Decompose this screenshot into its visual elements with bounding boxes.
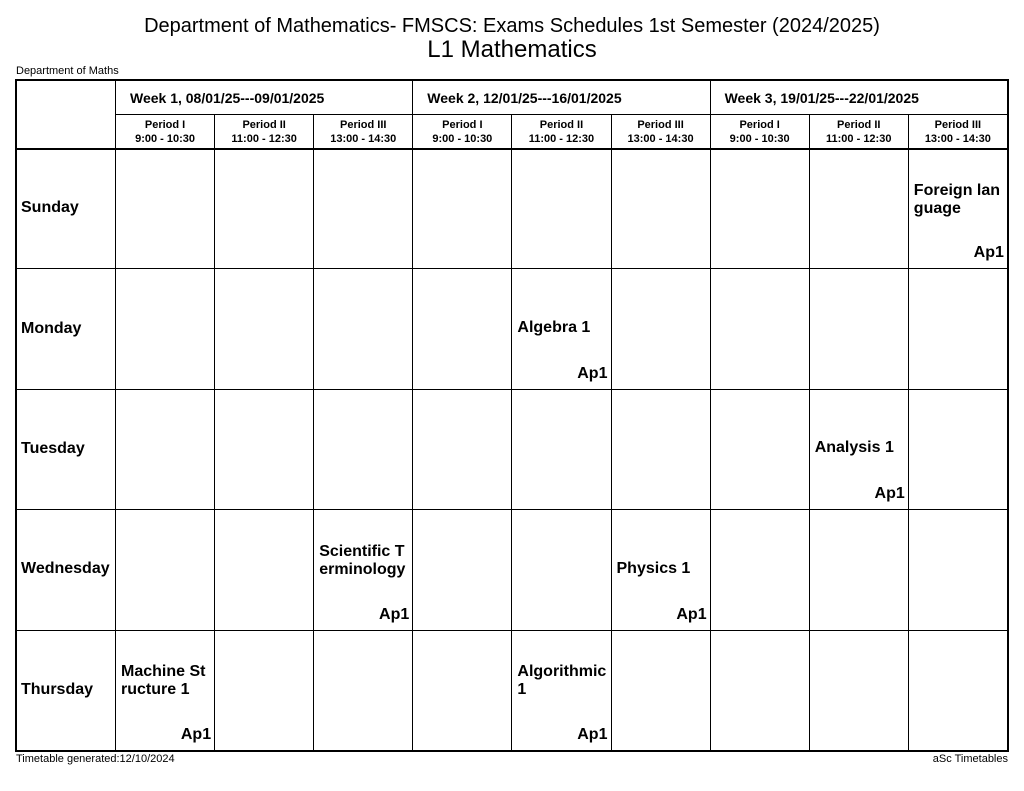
exam-room: Ap1 xyxy=(577,364,608,382)
period-header xyxy=(512,115,610,148)
period-time: 9:00 - 10:30 xyxy=(135,133,196,145)
period-time: 13:00 - 14:30 xyxy=(924,133,991,145)
exam-subject: Analysis 1 xyxy=(814,439,894,457)
exam-entry[interactable] xyxy=(512,269,610,388)
exam-room: Ap1 xyxy=(180,725,212,743)
exam-room: Ap1 xyxy=(577,725,608,743)
column-divider xyxy=(313,114,314,750)
period-time: 9:00 - 10:30 xyxy=(729,133,790,145)
exam-room: Ap1 xyxy=(973,244,1004,262)
period-name: Period I xyxy=(442,119,483,131)
period-name: Period III xyxy=(340,119,387,131)
exam-entry[interactable] xyxy=(314,510,412,629)
period-time: 11:00 - 12:30 xyxy=(826,133,892,145)
day-label: Thursday xyxy=(21,680,94,698)
period-time: 13:00 - 14:30 xyxy=(330,133,397,145)
exam-subject: Foreign language xyxy=(913,181,1001,217)
period-name: Period III xyxy=(637,119,684,131)
period-header xyxy=(612,115,710,148)
week-header: Week 3, 19/01/25---22/01/2025 xyxy=(724,90,919,106)
period-time: 11:00 - 12:30 xyxy=(231,133,297,145)
week-header: Week 1, 08/01/25---09/01/2025 xyxy=(130,90,325,106)
period-header xyxy=(215,115,313,148)
exam-subject: Machine Structure 1 xyxy=(121,663,206,699)
exam-subject: Algebra 1 xyxy=(517,318,591,336)
period-name: Period I xyxy=(144,119,186,131)
exam-entry[interactable] xyxy=(116,631,214,750)
period-name: Period II xyxy=(539,119,584,131)
exam-subject: Physics 1 xyxy=(616,559,691,577)
column-divider xyxy=(611,114,612,750)
exam-entry[interactable] xyxy=(810,390,908,509)
exam-room: Ap1 xyxy=(874,485,905,503)
day-label: Monday xyxy=(21,319,82,337)
period-name: Period II xyxy=(837,119,881,131)
period-header xyxy=(810,115,908,148)
period-header xyxy=(413,115,511,148)
department-label: Department of Maths xyxy=(16,65,119,77)
period-time: 9:00 - 10:30 xyxy=(432,133,493,145)
exam-subject: Algorithmic 1 xyxy=(517,663,607,699)
exam-entry[interactable] xyxy=(909,149,1007,268)
period-name: Period II xyxy=(242,119,286,131)
page-subtitle: L1 Mathematics xyxy=(427,36,597,63)
period-name: Period III xyxy=(934,119,982,131)
timetable-grid xyxy=(15,79,1009,752)
period-time: 11:00 - 12:30 xyxy=(528,133,595,145)
page-title: Department of Mathematics- FMSCS: Exams Schedules 1st Semester (2024/2025) xyxy=(144,15,880,37)
day-label: Tuesday xyxy=(21,440,85,457)
exam-room: Ap1 xyxy=(676,605,707,623)
period-name: Period I xyxy=(739,119,780,131)
exam-subject: Scientific Terminology xyxy=(319,542,406,578)
exam-entry[interactable] xyxy=(612,510,710,629)
software-credit: aSc Timetables xyxy=(932,753,1008,765)
period-header xyxy=(909,115,1007,148)
period-time: 13:00 - 14:30 xyxy=(627,133,694,145)
column-divider xyxy=(214,114,215,750)
period-header xyxy=(314,115,412,148)
day-label: Wednesday xyxy=(21,560,110,578)
week-divider xyxy=(412,81,413,750)
week-divider xyxy=(710,81,711,750)
week-header: Week 2, 12/01/25---16/01/2025 xyxy=(427,90,622,106)
period-header xyxy=(116,115,214,148)
generated-date: Timetable generated:12/10/2024 xyxy=(16,753,175,765)
exam-room: Ap1 xyxy=(379,605,410,623)
exam-entry[interactable] xyxy=(512,631,610,750)
period-header xyxy=(711,115,809,148)
day-label: Sunday xyxy=(21,199,79,217)
